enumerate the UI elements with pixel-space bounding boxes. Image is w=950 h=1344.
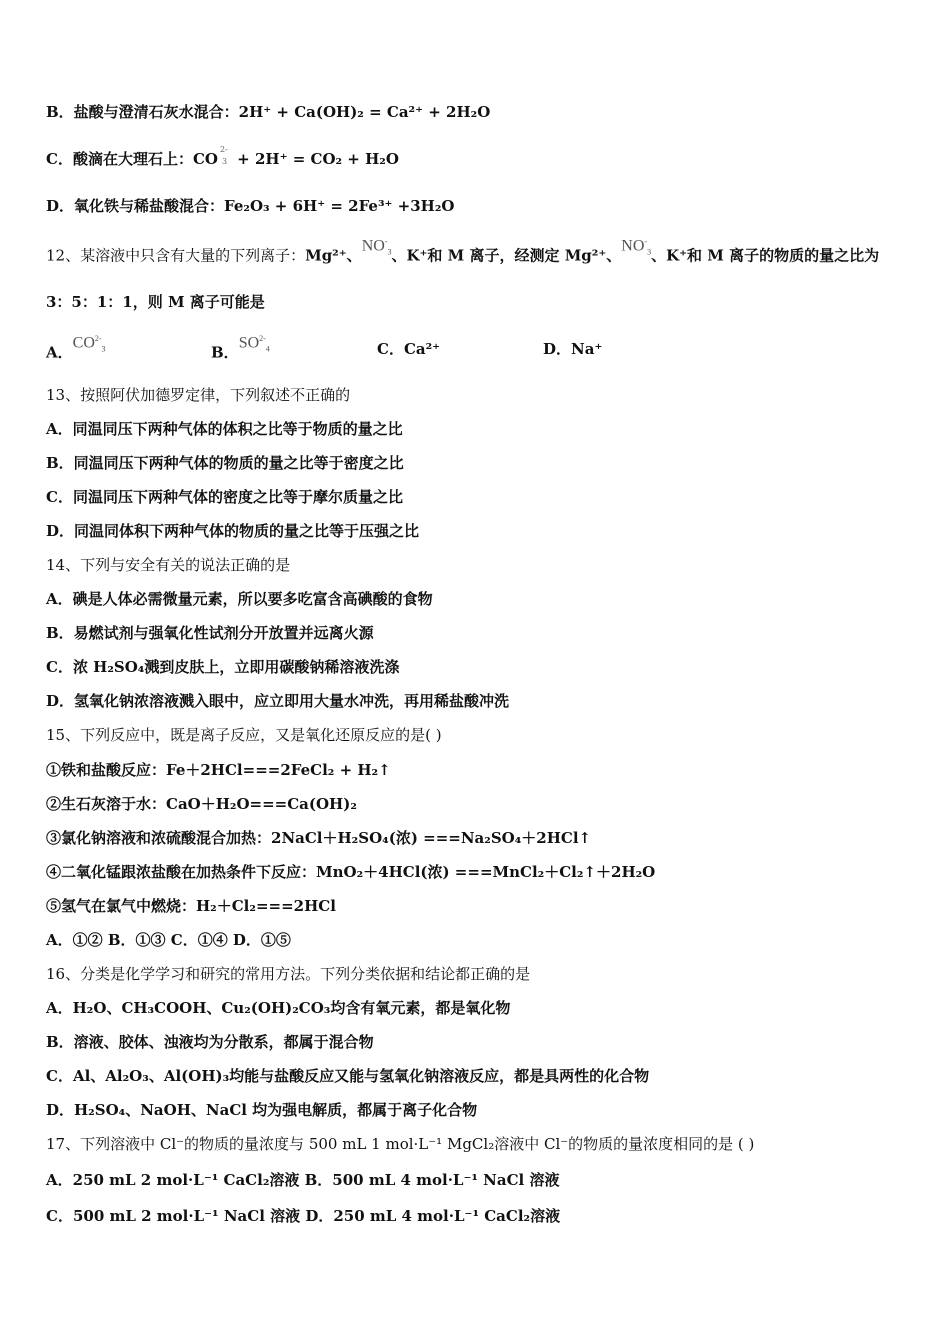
- no3-sup: -: [384, 237, 388, 246]
- q16-option-b: B．溶液、胶体、浊液均为分散系，都属于混合物: [46, 1033, 374, 1051]
- q16-option-d: D．H₂SO₄、NaOH、NaCl 均为强电解质，都属于离子化合物: [46, 1101, 478, 1119]
- q12-stem-ratio: 3：5：1：1，则 M 离子可能是: [46, 293, 265, 311]
- q13-stem: 13、按照阿伏加德罗定律，下列叙述不正确的: [46, 386, 351, 404]
- q15-stem: 15、下列反应中，既是离子反应，又是氧化还原反应的是( ): [46, 726, 442, 744]
- q17-stem: 17、下列溶液中 Cl⁻的物质的量浓度与 500 mL 1 mol·L⁻¹ MgCl₂溶液中 Cl⁻的物质的量浓度相同的是 ( ): [46, 1135, 755, 1153]
- q12-stem-part-a: 12、某溶液中只含有大量的下列离子：: [46, 246, 306, 265]
- q14-option-a: A．碘是人体必需微量元素，所以要多吃富含高碘酸的食物: [46, 590, 433, 608]
- q12-options: [46, 334, 906, 362]
- co3-sup: 2-: [219, 145, 228, 154]
- q12-stem: [46, 237, 880, 273]
- q13-option-c: C．同温同压下两种气体的密度之比等于摩尔质量之比: [46, 488, 403, 506]
- so4-sup: 2-: [259, 334, 266, 343]
- q14-option-b: B．易燃试剂与强氧化性试剂分开放置并远离火源: [46, 624, 374, 642]
- no3-sup-2: -: [644, 237, 648, 246]
- co3-sub: 3: [221, 157, 228, 166]
- co3-option-sup: 2-: [94, 334, 102, 343]
- q11-option-b: B．盐酸与澄清石灰水混合：2H⁺ + Ca(OH)₂ = Ca²⁺ + 2H₂O: [46, 103, 491, 121]
- q14-stem: 14、下列与安全有关的说法正确的是: [46, 556, 291, 574]
- q17-options-ab: A．250 mL 2 mol·L⁻¹ CaCl₂溶液 B．500 mL 4 mol·L⁻¹ NaCl 溶液: [46, 1171, 560, 1189]
- q15-item-4: ④二氧化锰跟浓盐酸在加热条件下反应：MnO₂＋4HCl(浓) ===MnCl₂＋Cl₂↑＋2H₂O: [46, 863, 656, 881]
- q12-stem-part-c: 、K⁺和 M 离子，经测定 Mg²⁺、: [391, 246, 622, 265]
- co3-option-sub: 3: [101, 344, 106, 354]
- q13-option-d: D．同温同体积下两种气体的物质的量之比等于压强之比: [46, 522, 420, 540]
- q15-item-3: ③氯化钠溶液和浓硫酸混合加热：2NaCl＋H₂SO₄(浓) ===Na₂SO₄＋2HCl↑: [46, 829, 592, 847]
- q13-option-b: B．同温同压下两种气体的物质的量之比等于密度之比: [46, 454, 404, 472]
- so4-sub: 4: [265, 344, 270, 354]
- q12-stem-part-b: Mg²⁺、: [305, 246, 362, 265]
- no3-ion-image: [362, 232, 392, 263]
- no3-text-2: NO: [621, 237, 645, 255]
- no3-sub: 3: [387, 247, 392, 257]
- q11-option-d: D．氧化铁与稀盐酸混合：Fe₂O₃ + 6H⁺ = 2Fe³⁺ +3H₂O: [46, 197, 455, 215]
- q15-item-2: ②生石灰溶于水：CaO＋H₂O===Ca(OH)₂: [46, 795, 357, 813]
- q12-option-a-label: A．: [46, 343, 73, 362]
- q16-option-a: A．H₂O、CH₃COOH、Cu₂(OH)₂CO₃均含有氧元素，都是氧化物: [46, 999, 511, 1017]
- q11-option-c-prefix: C．酸滴在大理石上：CO: [46, 150, 218, 168]
- q14-option-c: C．浓 H₂SO₄溅到皮肤上，立即用碳酸钠稀溶液洗涤: [46, 658, 400, 676]
- q12-option-c: C．Ca²⁺: [377, 340, 441, 358]
- no3-ion-image-2: [621, 232, 651, 263]
- q12-option-d: D．Na⁺: [543, 340, 603, 358]
- q12-stem-part-d: 、K⁺和 M 离子的物质的量之比为: [651, 246, 880, 265]
- co3-ion-image: [73, 329, 106, 360]
- q15-options: A．①② B．①③ C．①④ D．①⑤: [46, 931, 291, 949]
- so4-text: SO: [238, 334, 260, 352]
- q15-item-5: ⑤氢气在氯气中燃烧：H₂＋Cl₂===2HCl: [46, 897, 336, 915]
- q12-option-a: [46, 334, 106, 370]
- q15-item-1: ①铁和盐酸反应：Fe＋2HCl===2FeCl₂ + H₂↑: [46, 761, 391, 779]
- no3-sub-2: 3: [647, 247, 652, 257]
- q12-option-b-label: B．: [211, 343, 239, 362]
- q14-option-d: D．氢氧化钠浓溶液溅入眼中，应立即用大量水冲洗，再用稀盐酸冲洗: [46, 692, 510, 710]
- q12-option-b: [211, 334, 270, 370]
- q17-options-cd: C．500 mL 2 mol·L⁻¹ NaCl 溶液 D．250 mL 4 mol·L⁻¹ CaCl₂溶液: [46, 1207, 561, 1225]
- q16-stem: 16、分类是化学学习和研究的常用方法。下列分类依据和结论都正确的是: [46, 965, 531, 983]
- q11-option-c: [46, 145, 399, 169]
- no3-text: NO: [361, 237, 385, 255]
- q13-option-a: A．同温同压下两种气体的体积之比等于物质的量之比: [46, 420, 403, 438]
- q11-option-c-suffix: + 2H⁺ = CO₂ + H₂O: [231, 150, 399, 168]
- co3-text: CO: [72, 334, 95, 352]
- so4-ion-image: [239, 329, 270, 360]
- q16-option-c: C．Al、Al₂O₃、Al(OH)₃均能与盐酸反应又能与氢氧化钠溶液反应，都是具两性的化合物: [46, 1067, 650, 1085]
